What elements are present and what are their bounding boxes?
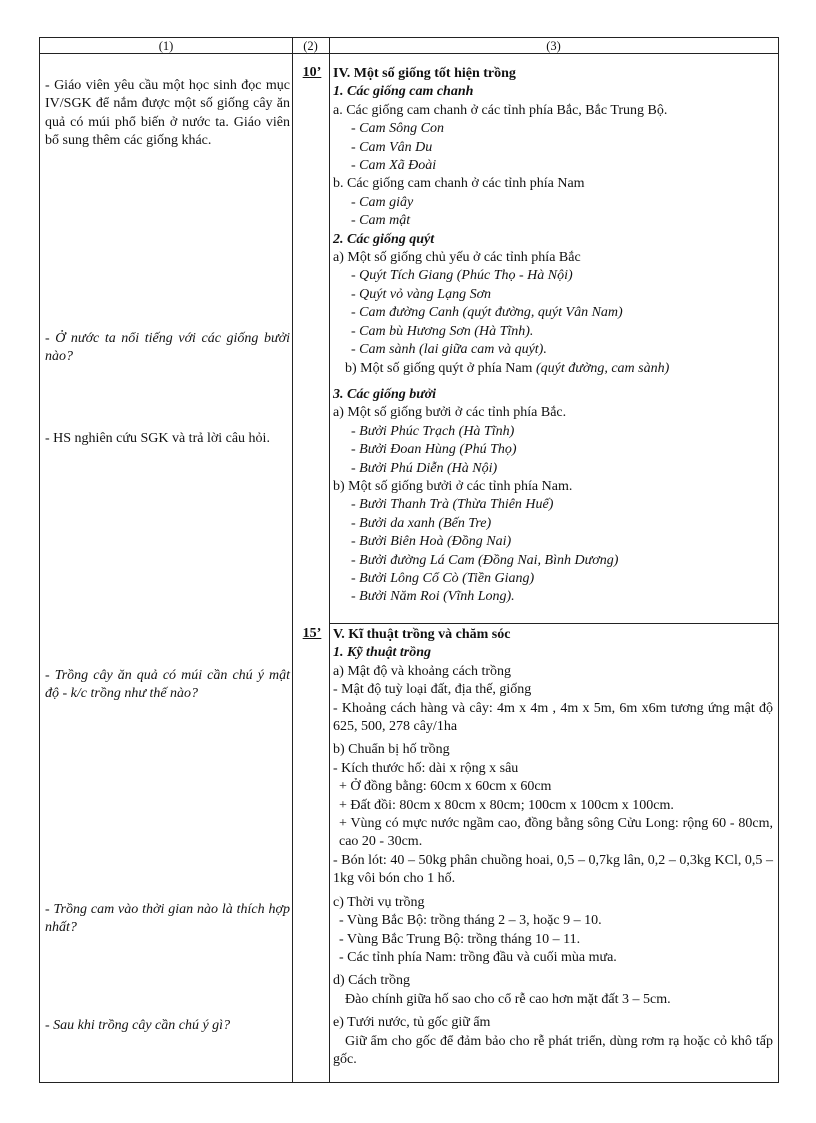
section-5-title: V. Kĩ thuật trồng và chăm sóc: [333, 627, 511, 642]
section-5: [333, 626, 773, 1069]
section-4-title: IV. Một số giống tốt hiện trồng: [333, 66, 516, 81]
time-section-4: 10’: [302, 65, 322, 80]
mandarin-south-varieties: (quýt đường, cam sành): [535, 360, 670, 376]
planting-technique-title: 1. Kỹ thuật trồng: [333, 645, 432, 661]
density-line-1: - Mật độ tuỳ loại đất, địa thế, giống: [333, 682, 532, 698]
mandarin-north-heading: a) Một số giống chủ yếu ở các tỉnh phía Bắc: [333, 250, 581, 266]
list-item: - Bưởi Phú Diễn (Hà Nội): [351, 460, 498, 476]
teacher-question-2: - Ở nước ta nổi tiếng với các giống bưởi nào?: [45, 331, 290, 365]
list-item: - Bưởi Thanh Trà (Thừa Thiên Huế): [351, 497, 554, 513]
mandarin-varieties-title: 2. Các giống quýt: [333, 231, 435, 247]
list-item: - Bưởi đường Lá Cam (Đồng Nai, Bình Dương): [351, 552, 619, 568]
season-line-2: - Vùng Bắc Trung Bộ: trồng tháng 10 – 11.: [339, 931, 581, 947]
season-heading: c) Thời vụ trồng: [333, 894, 425, 910]
list-item: - Cam Vân Du: [351, 139, 433, 155]
list-item: - Cam giây: [351, 194, 414, 210]
pomelo-varieties-title: 3. Các giống bưởi: [333, 386, 437, 402]
list-item: - Cam Xã Đoài: [351, 158, 437, 174]
list-item: - Cam mật: [351, 213, 411, 229]
student-activity-3: - HS nghiên cứu SGK và trả lời câu hỏi.: [45, 431, 270, 446]
season-line-1: - Vùng Bắc Bộ: trồng tháng 2 – 3, hoặc 9 – 10.: [339, 913, 602, 929]
hole-line-1: - Kích thước hố: dài x rộng x sâu: [333, 760, 519, 776]
list-item: - Bưởi Biên Hoà (Đồng Nai): [351, 534, 512, 550]
mandarin-south-heading: [333, 360, 773, 378]
list-item: - Bưởi da xanh (Bến Tre): [351, 515, 492, 531]
pomelo-south-heading: b) Một số giống bưởi ở các tỉnh phía Nam.: [333, 478, 573, 494]
section-4: [333, 65, 773, 607]
header-col-3: (3): [546, 39, 561, 53]
section-divider: [329, 623, 778, 624]
list-item: - Cam Sông Con: [351, 121, 444, 137]
list-item: - Quýt Tích Giang (Phúc Thọ - Hà Nội): [351, 268, 573, 284]
orange-north-heading: a. Các giống cam chanh ở các tỉnh phía Bắc, Bắc Trung Bộ.: [333, 102, 668, 118]
density-heading: a) Mật độ và khoảng cách trồng: [333, 663, 512, 679]
header-col-2: (2): [303, 39, 318, 53]
list-item: - Cam bù Hương Sơn (Hà Tĩnh).: [351, 323, 534, 339]
list-item: - Bưởi Đoan Hùng (Phú Thọ): [351, 442, 517, 458]
list-item: - Bưởi Phúc Trạch (Hà Tĩnh): [351, 423, 515, 439]
teacher-activity-1: - Giáo viên yêu cầu một học sinh đọc mục IV/SGK để nắm được một số giống cây ăn quả có múi phổ biến ở nước ta. Giáo viên bổ sung thêm các giống khác.: [45, 78, 290, 149]
density-line-2: - Khoảng cách hàng và cây: 4m x 4m , 4m x 5m, 6m x6m tương ứng mật độ 625, 500, 278 cây/1ha: [333, 700, 773, 735]
season-line-3: - Các tỉnh phía Nam: trồng đầu và cuối mùa mưa.: [339, 949, 617, 965]
list-item: - Bưởi Năm Roi (Vĩnh Long).: [351, 589, 515, 605]
orange-south-heading: b. Các giống cam chanh ở các tỉnh phía Nam: [333, 176, 585, 192]
planting-method-heading: d) Cách trồng: [333, 973, 410, 989]
teacher-question-5: - Trồng cam vào thời gian nào là thích hợp nhất?: [45, 902, 290, 936]
mandarin-south-text: b) Một số giống quýt ở phía Nam: [345, 360, 536, 376]
teacher-question-6: - Sau khi trồng cây cần chú ý gì?: [45, 1018, 231, 1033]
hole-line-2: + Ở đồng bằng: 60cm x 60cm x 60cm: [339, 779, 552, 795]
teacher-question-4: - Trồng cây ăn quả có múi cần chú ý mật độ - k/c trồng như thế nào?: [45, 668, 290, 702]
hole-heading: b) Chuẩn bị hố trồng: [333, 742, 450, 758]
time-section-5: 15’: [302, 626, 322, 641]
list-item: - Bưởi Lông Cổ Cò (Tiền Giang): [351, 570, 535, 586]
planting-method-line: Đào chính giữa hố sao cho cổ rễ cao hơn mặt đất 3 – 5cm.: [345, 991, 671, 1007]
header-col-1: (1): [158, 39, 174, 53]
list-item: - Cam đường Canh (quýt đường, quýt Vân Nam): [351, 305, 623, 321]
hole-line-3: + Đất đồi: 80cm x 80cm x 80cm; 100cm x 100cm x 100cm.: [339, 797, 674, 813]
list-item: - Quýt vỏ vàng Lạng Sơn: [351, 286, 492, 302]
column-divider-2: [329, 38, 330, 1082]
watering-heading: e) Tưới nước, tủ gốc giữ ẩm: [333, 1015, 491, 1031]
pomelo-north-heading: a) Một số giống bưởi ở các tỉnh phía Bắc.: [333, 405, 567, 421]
lesson-table: [39, 37, 779, 1083]
list-item: - Cam sành (lai giữa cam và quýt).: [351, 342, 547, 358]
watering-line: Giữ ẩm cho gốc để đảm bảo cho rễ phát triển, dùng rơm rạ hoặc cỏ khô tấp gốc.: [333, 1033, 773, 1067]
column-divider-1: [292, 38, 293, 1082]
orange-varieties-title: 1. Các giống cam chanh: [333, 84, 474, 100]
hole-line-5: - Bón lót: 40 – 50kg phân chuồng hoai, 0,5 – 0,7kg lân, 0,2 – 0,3kg KCl, 0,5 – 1kg vôi bón cho 1 hố.: [333, 852, 773, 887]
hole-line-4: + Vùng có mực nước ngầm cao, đồng bằng sông Cửu Long: rộng 60 - 80cm, cao 20 - 30cm.: [339, 816, 773, 850]
